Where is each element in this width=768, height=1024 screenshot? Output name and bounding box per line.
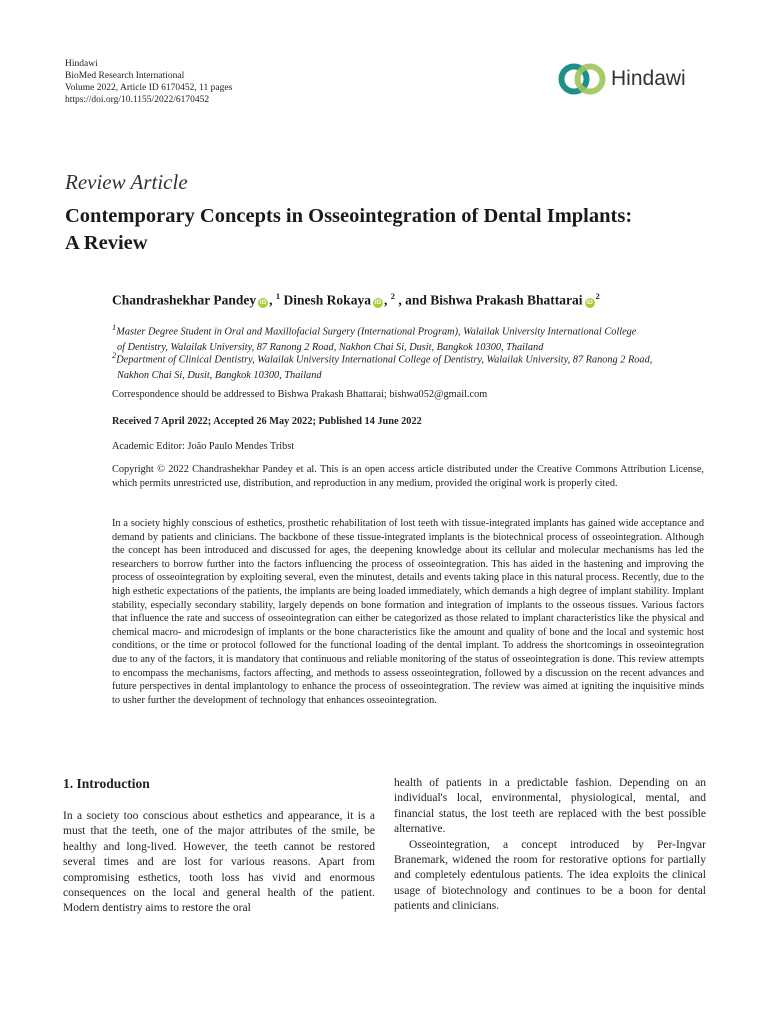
volume-info: Volume 2022, Article ID 6170452, 11 pages: [65, 83, 233, 93]
hindawi-logo: [557, 61, 686, 97]
body-paragraph: Osseointegration, a concept introduced by Per-Ingvar Branemark, widened the room for restorative options for partially and completely edentulous patients. The idea exploits the clinical usage of biotechnology and continues to be a boon for dental patients and clinicians.: [394, 838, 706, 913]
correspondence-note: Correspondence should be addressed to Bishwa Prakash Bhattarai; bishwa052@gmail.com: [112, 389, 488, 400]
author-name[interactable]: Chandrashekhar Pandey: [112, 292, 257, 308]
body-column-left: [63, 776, 375, 917]
journal-name: BioMed Research International: [65, 71, 185, 81]
affiliation-text: Master Degree Student in Oral and Maxillofacial Surgery (International Program), Walailak University International College: [116, 326, 637, 338]
affiliation-marker: 1: [275, 291, 281, 301]
orcid-icon[interactable]: iD: [259, 298, 267, 306]
hindawi-logo-icon: [557, 61, 607, 97]
doi-link[interactable]: https://doi.org/10.1155/2022/6170452: [65, 95, 210, 105]
affiliation-marker: 2: [595, 291, 600, 301]
section-heading: 1. Introduction: [63, 776, 150, 791]
title-line: Contemporary Concepts in Osseointegration of Dental Implants:: [65, 205, 633, 227]
body-paragraph: In a society too conscious about esthetics and appearance, it is a must that the teeth, one of the major attributes of the smile, be healthy and long-lived. However, the teeth cannot be restored several times and are lost for various reasons. Apart from compromising esthetics, tooth loss has vivid and enormous consequences on the local and general health of the patient. Modern dentistry aims to restore the oral: [63, 810, 375, 915]
affiliation-number: 2: [112, 350, 117, 360]
author-separator: , and: [398, 292, 431, 308]
academic-editor: Academic Editor: João Paulo Mendes Tribst: [112, 441, 295, 452]
abstract: In a society highly conscious of esthetics, prosthetic rehabilitation of lost teeth with tissue-integrated implants has gained wide acceptance and demand by patients and clinicians. The backbone of these tissue-integrated implants is the biotechnical process of osseointegration. Although the concept has been introduced and discussed for ages, the deepening knowledge about its cellular and molecular mechanisms has led the researchers to borrow further into the factors influencing the process of osseointegration. This has aided in the hastening and improving the process of osseointegration by exploiting several, even the minutest, details and events taking place in this natural process. Recently, due to the high esthetic expectations of the patients, the implants are being loaded immediately, which demands a high degree of implant stability. Implant stability, especially secondary stability, largely depends on bone formation and integration of implants to the osseous tissues. Various factors that influence the rate and success of osseointegration can either be categorized as those related to implant characteristics like the physical and chemical macro- and microdesign of implants or the bone characteristics like the amount and quality of bone and the local and systemic host conditions, or the time or protocol followed for the functional loading of the dental implant. To address the shortcomings in osseointegration due to any of the factors, it is mandatory that continuous and reliable monitoring of the status of osseointegration is done. This review attempts to encompass the mechanisms, factors affecting, and methods to assess osseointegration, followed by a discussion on the recent advances and future perspectives in dental implantology to enhance the process of osseointegration. The review was aimed at igniting the inquisitive minds to usher further the development of technology that enhances osseointegration.: [112, 518, 705, 706]
affiliation-text: Nakhon Chai Si, Dusit, Bangkok 10300, Thailand: [117, 369, 322, 381]
affiliation: [112, 348, 722, 383]
author-list: [112, 291, 600, 309]
article-title: [65, 203, 725, 257]
body-paragraph: health of patients in a predictable fashion. Depending on an individual's local, environmental, physiological, mental, and financial status, the lost teeth are replaced with the best possible alternative.: [394, 777, 706, 836]
orcid-icon[interactable]: iD: [374, 298, 382, 306]
publisher-name: Hindawi: [65, 59, 98, 69]
article-type: Review Article: [65, 170, 188, 194]
author-separator: ,: [383, 292, 391, 308]
copyright-notice: Copyright © 2022 Chandrashekhar Pandey et al. This is an open access article distributed under the Creative Commons Attribution License, which permits unrestricted use, distribution, and reproduction in any medium, provided the original work is properly cited.: [112, 464, 704, 489]
journal-meta: [65, 58, 232, 106]
author-name[interactable]: Dinesh Rokaya: [283, 292, 371, 308]
author-name[interactable]: Bishwa Prakash Bhattarai: [430, 292, 583, 308]
affiliation-number: 1: [112, 322, 117, 332]
affiliation-text: of Dentistry, Walailak University, 87 Ranong 2 Road, Nakhon Chai Si, Dusit, Bangkok 10300, Thailand: [117, 341, 544, 353]
logo-text: Hindawi: [611, 67, 686, 90]
affiliation-text: Department of Clinical Dentistry, Walailak University International College of Dentistry, Walailak University, 87 Ranong 2 Road,: [116, 354, 653, 366]
author-separator: ,: [269, 292, 276, 308]
body-column-right: [394, 776, 706, 915]
affiliation-marker: 2: [390, 291, 395, 301]
orcid-icon[interactable]: iD: [586, 298, 593, 306]
publication-dates: Received 7 April 2022; Accepted 26 May 2022; Published 14 June 2022: [112, 416, 422, 427]
title-line: A Review: [65, 232, 148, 254]
